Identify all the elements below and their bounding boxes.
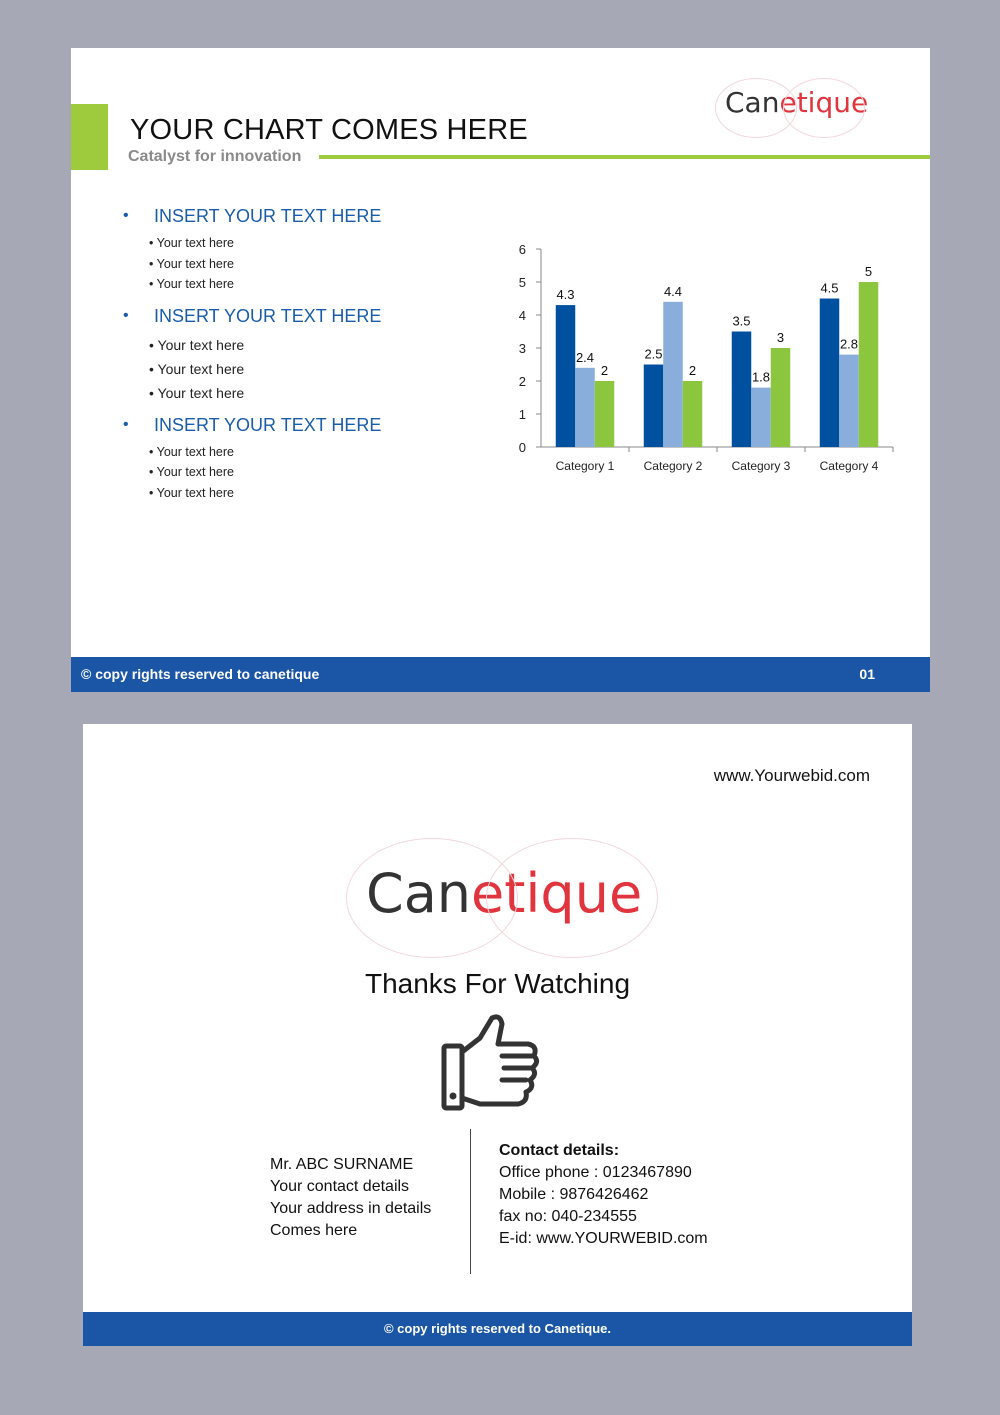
data-label: 2 — [688, 363, 697, 378]
person-line: Your contact details — [270, 1178, 410, 1195]
title-underline — [319, 155, 930, 159]
data-label: 2.5 — [644, 346, 663, 362]
y-tick-label: 4 — [518, 308, 526, 323]
bullet-item: • Your text here — [123, 462, 453, 483]
y-tick-label: 0 — [518, 440, 526, 455]
bullet-item: • Your text here — [123, 381, 453, 405]
thank-you-slide — [83, 724, 912, 1346]
bullet-item: • Your text here — [123, 442, 453, 463]
contact-line: E-id: www.YOURWEBID.com — [499, 1230, 708, 1247]
person-details — [270, 1154, 431, 1242]
person-name: Mr. ABC SURNAME — [270, 1156, 414, 1173]
bar — [683, 381, 703, 447]
bullet-heading: INSERT YOUR TEXT HERE — [154, 414, 382, 435]
bullet-item: • Your text here — [123, 254, 453, 275]
data-label: 2.4 — [575, 349, 595, 365]
y-tick-label: 1 — [518, 407, 526, 422]
bullet-section: • INSERT YOUR TEXT HERE • Your text here • Your text here • Your text here — [123, 203, 453, 295]
bullet-heading: INSERT YOUR TEXT HERE — [154, 206, 382, 226]
title-accent-block — [71, 104, 108, 170]
x-tick-label: Category 3 — [731, 459, 791, 473]
slide-footer: © copy rights reserved to Canetique. — [83, 1312, 912, 1346]
contact-heading: Contact details: — [499, 1142, 620, 1159]
y-tick-label: 2 — [518, 374, 526, 389]
x-tick-label: Category 4 — [819, 459, 879, 473]
data-label: 4.4 — [663, 283, 683, 299]
bar — [859, 282, 879, 447]
slide-subtitle: Catalyst for innovation — [128, 148, 302, 165]
bar — [644, 365, 664, 448]
bullet-item: • Your text here — [123, 483, 453, 504]
person-line: Comes here — [270, 1222, 358, 1239]
bar — [732, 332, 752, 448]
data-label: 5 — [864, 264, 873, 279]
canetique-logo: Canetique — [725, 86, 868, 119]
data-label: 3.5 — [732, 313, 751, 329]
copyright-text: © copy rights reserved to canetique — [81, 666, 320, 682]
page-number: 01 — [859, 666, 875, 682]
bullet-section: • INSERT YOUR TEXT HERE • Your text here • Your text here • Your text here — [123, 412, 453, 504]
bullet-item: • Your text here — [123, 274, 453, 295]
slide-footer — [71, 657, 930, 692]
chart-slide — [71, 48, 930, 692]
website-link[interactable]: www.Yourwebid.com — [713, 766, 870, 785]
canetique-logo-large: Canetique — [366, 862, 642, 925]
contact-line: Office phone : 0123467890 — [499, 1164, 692, 1181]
bar — [575, 368, 595, 447]
thumbs-up-icon — [440, 1012, 544, 1112]
bar-chart — [481, 228, 901, 488]
bar — [771, 348, 791, 447]
data-label: 3 — [776, 330, 785, 345]
bar — [556, 305, 576, 447]
bullet-item: • Your text here — [123, 357, 453, 381]
y-tick-label: 3 — [518, 341, 526, 356]
bar — [839, 355, 859, 447]
bullet-list — [123, 203, 453, 503]
thanks-message: Thanks For Watching — [364, 968, 631, 999]
bullet-item: • Your text here — [123, 233, 453, 254]
bullet-item: • Your text here — [123, 333, 453, 357]
data-label: 1.8 — [751, 369, 771, 385]
x-tick-label: Category 1 — [555, 459, 615, 473]
data-label: 2.8 — [839, 336, 859, 352]
bar — [820, 299, 840, 448]
bullet-heading: INSERT YOUR TEXT HERE — [154, 305, 382, 326]
contact-details — [499, 1140, 708, 1250]
data-label: 4.3 — [556, 287, 575, 303]
y-tick-label: 5 — [518, 275, 526, 290]
bar — [663, 302, 683, 447]
y-tick-label: 6 — [518, 242, 526, 257]
data-label: 4.5 — [820, 280, 839, 296]
contact-divider — [470, 1129, 471, 1274]
contact-line: fax no: 040-234555 — [499, 1208, 637, 1225]
bullet-section: • INSERT YOUR TEXT HERE • Your text here • Your text here • Your text here — [123, 303, 453, 405]
data-label: 2 — [600, 363, 609, 378]
contact-line: Mobile : 9876426462 — [499, 1186, 649, 1203]
x-tick-label: Category 2 — [643, 459, 703, 473]
bar — [751, 388, 771, 447]
person-line: Your address in details — [270, 1200, 432, 1217]
bar — [595, 381, 615, 447]
slide-title: YOUR CHART COMES HERE — [130, 114, 528, 146]
